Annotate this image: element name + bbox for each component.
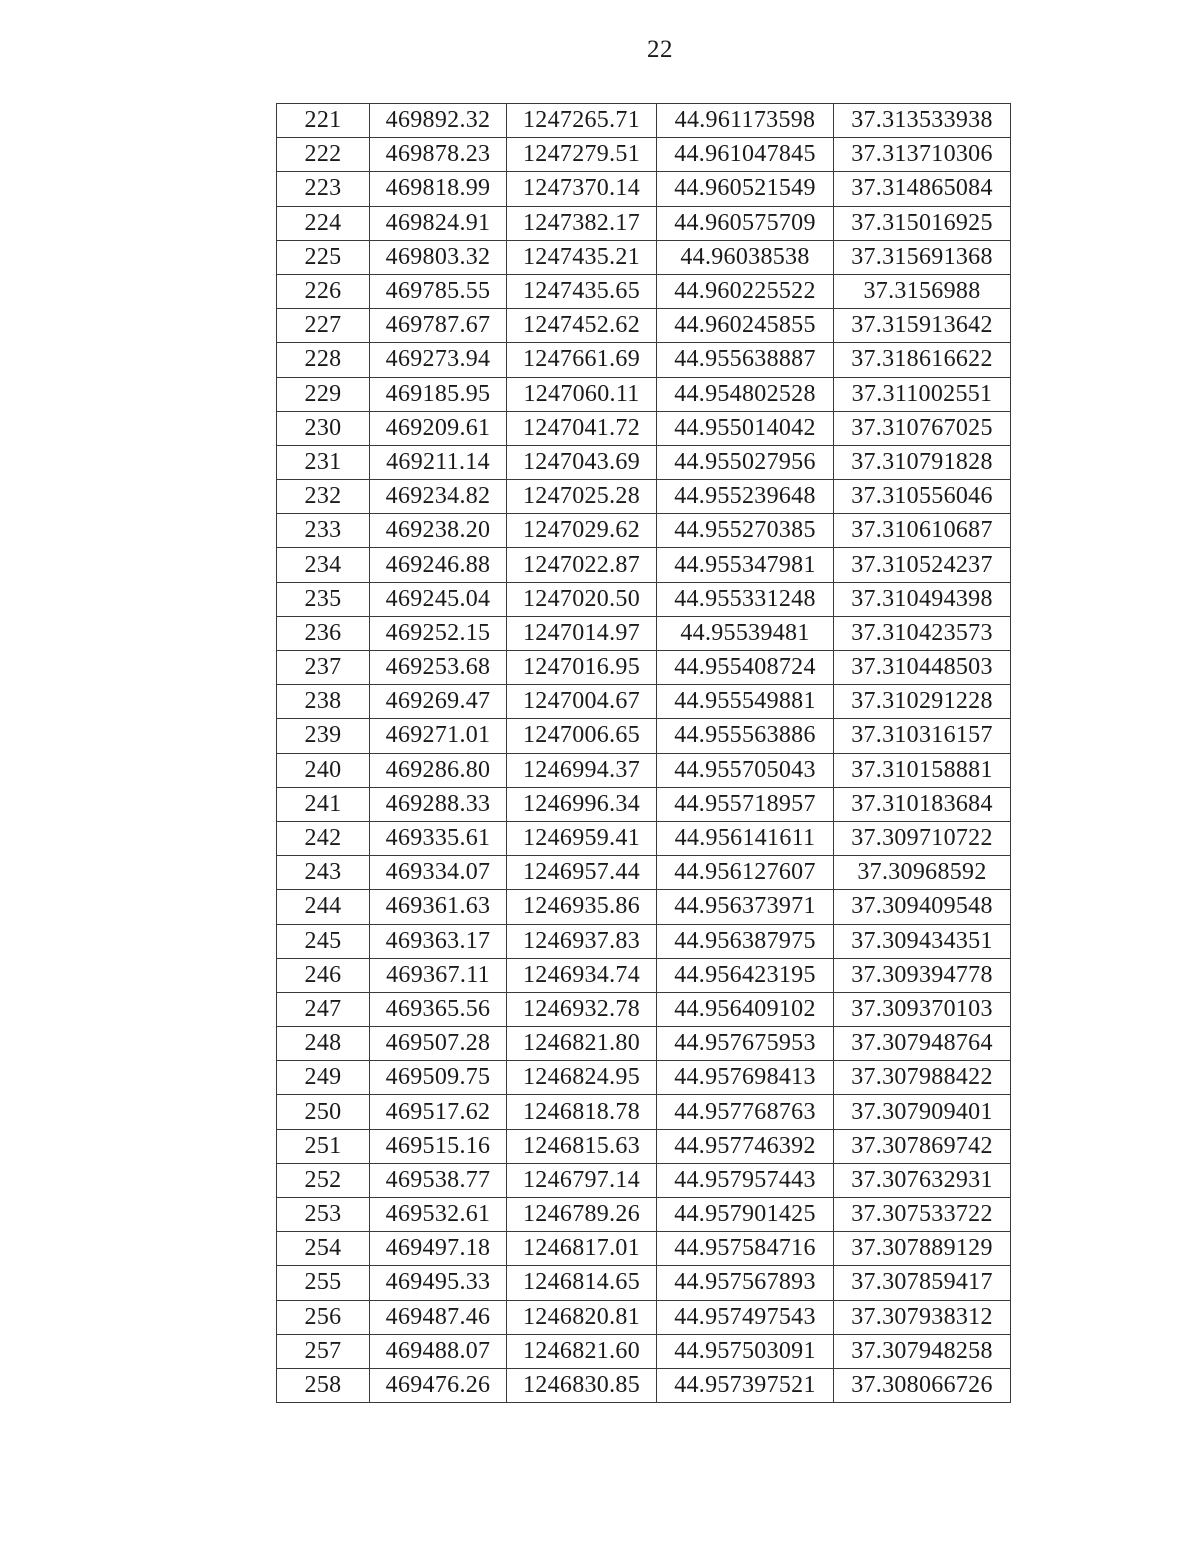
longitude-cell: 37.307859417 [834,1266,1011,1300]
latitude-cell: 44.955014042 [657,411,834,445]
y-coordinate-cell: 1247004.67 [507,685,657,719]
latitude-cell: 44.955239648 [657,480,834,514]
point-number-cell: 246 [277,958,370,992]
latitude-cell: 44.955705043 [657,753,834,787]
point-number-cell: 238 [277,685,370,719]
table-row [277,514,1011,548]
table-row [277,890,1011,924]
y-coordinate-cell: 1247435.65 [507,274,657,308]
point-number-cell: 256 [277,1300,370,1334]
latitude-cell: 44.956373971 [657,890,834,924]
point-number-cell: 225 [277,240,370,274]
y-coordinate-cell: 1246814.65 [507,1266,657,1300]
point-number-cell: 247 [277,992,370,1026]
point-number-cell: 243 [277,856,370,890]
longitude-cell: 37.309370103 [834,992,1011,1026]
x-coordinate-cell: 469488.07 [370,1334,507,1368]
table-row [277,651,1011,685]
y-coordinate-cell: 1246818.78 [507,1095,657,1129]
point-number-cell: 241 [277,787,370,821]
y-coordinate-cell: 1246959.41 [507,821,657,855]
table-row [277,856,1011,890]
point-number-cell: 223 [277,172,370,206]
table-row [277,1198,1011,1232]
table-row [277,787,1011,821]
longitude-cell: 37.308066726 [834,1368,1011,1402]
longitude-cell: 37.307889129 [834,1232,1011,1266]
x-coordinate-cell: 469209.61 [370,411,507,445]
longitude-cell: 37.310183684 [834,787,1011,821]
latitude-cell: 44.956127607 [657,856,834,890]
x-coordinate-cell: 469253.68 [370,651,507,685]
table-row [277,753,1011,787]
latitude-cell: 44.957497543 [657,1300,834,1334]
point-number-cell: 254 [277,1232,370,1266]
x-coordinate-cell: 469787.67 [370,309,507,343]
longitude-cell: 37.310767025 [834,411,1011,445]
point-number-cell: 230 [277,411,370,445]
longitude-cell: 37.307948764 [834,1027,1011,1061]
table-row [277,1095,1011,1129]
longitude-cell: 37.310316157 [834,719,1011,753]
y-coordinate-cell: 1246789.26 [507,1198,657,1232]
y-coordinate-cell: 1246934.74 [507,958,657,992]
y-coordinate-cell: 1247382.17 [507,206,657,240]
point-number-cell: 221 [277,104,370,138]
latitude-cell: 44.957698413 [657,1061,834,1095]
latitude-cell: 44.955331248 [657,582,834,616]
longitude-cell: 37.309434351 [834,924,1011,958]
point-number-cell: 239 [277,719,370,753]
table-row [277,1300,1011,1334]
x-coordinate-cell: 469785.55 [370,274,507,308]
y-coordinate-cell: 1246797.14 [507,1163,657,1197]
x-coordinate-cell: 469367.11 [370,958,507,992]
x-coordinate-cell: 469365.56 [370,992,507,1026]
y-coordinate-cell: 1246994.37 [507,753,657,787]
latitude-cell: 44.960521549 [657,172,834,206]
x-coordinate-cell: 469361.63 [370,890,507,924]
longitude-cell: 37.309409548 [834,890,1011,924]
latitude-cell: 44.957901425 [657,1198,834,1232]
latitude-cell: 44.956409102 [657,992,834,1026]
point-number-cell: 258 [277,1368,370,1402]
latitude-cell: 44.957503091 [657,1334,834,1368]
point-number-cell: 255 [277,1266,370,1300]
latitude-cell: 44.955270385 [657,514,834,548]
x-coordinate-cell: 469252.15 [370,616,507,650]
longitude-cell: 37.307948258 [834,1334,1011,1368]
point-number-cell: 234 [277,548,370,582]
longitude-cell: 37.307869742 [834,1129,1011,1163]
x-coordinate-cell: 469824.91 [370,206,507,240]
table-row [277,172,1011,206]
table-row [277,1368,1011,1402]
table-row [277,480,1011,514]
x-coordinate-cell: 469234.82 [370,480,507,514]
table-row [277,445,1011,479]
y-coordinate-cell: 1246830.85 [507,1368,657,1402]
table-row [277,1027,1011,1061]
latitude-cell: 44.956387975 [657,924,834,958]
longitude-cell: 37.315691368 [834,240,1011,274]
y-coordinate-cell: 1246957.44 [507,856,657,890]
table-row [277,958,1011,992]
y-coordinate-cell: 1247022.87 [507,548,657,582]
latitude-cell: 44.954802528 [657,377,834,411]
latitude-cell: 44.957567893 [657,1266,834,1300]
y-coordinate-cell: 1247661.69 [507,343,657,377]
y-coordinate-cell: 1247060.11 [507,377,657,411]
table-row [277,548,1011,582]
longitude-cell: 37.310448503 [834,651,1011,685]
latitude-cell: 44.956423195 [657,958,834,992]
page-number: 22 [647,36,673,63]
point-number-cell: 236 [277,616,370,650]
latitude-cell: 44.957675953 [657,1027,834,1061]
table-row [277,274,1011,308]
table-row [277,616,1011,650]
x-coordinate-cell: 469245.04 [370,582,507,616]
x-coordinate-cell: 469818.99 [370,172,507,206]
y-coordinate-cell: 1247014.97 [507,616,657,650]
y-coordinate-cell: 1247006.65 [507,719,657,753]
table-row [277,1129,1011,1163]
latitude-cell: 44.961047845 [657,138,834,172]
longitude-cell: 37.309394778 [834,958,1011,992]
point-number-cell: 226 [277,274,370,308]
longitude-cell: 37.314865084 [834,172,1011,206]
point-number-cell: 227 [277,309,370,343]
latitude-cell: 44.955027956 [657,445,834,479]
x-coordinate-cell: 469892.32 [370,104,507,138]
longitude-cell: 37.310556046 [834,480,1011,514]
y-coordinate-cell: 1247265.71 [507,104,657,138]
y-coordinate-cell: 1246820.81 [507,1300,657,1334]
table-row [277,821,1011,855]
x-coordinate-cell: 469335.61 [370,821,507,855]
x-coordinate-cell: 469238.20 [370,514,507,548]
y-coordinate-cell: 1247020.50 [507,582,657,616]
x-coordinate-cell: 469517.62 [370,1095,507,1129]
x-coordinate-cell: 469538.77 [370,1163,507,1197]
table-row [277,138,1011,172]
point-number-cell: 232 [277,480,370,514]
x-coordinate-cell: 469334.07 [370,856,507,890]
point-number-cell: 222 [277,138,370,172]
table-row [277,411,1011,445]
table-row [277,924,1011,958]
latitude-cell: 44.957746392 [657,1129,834,1163]
longitude-cell: 37.315016925 [834,206,1011,240]
table-row [277,1334,1011,1368]
table-row [277,206,1011,240]
y-coordinate-cell: 1247029.62 [507,514,657,548]
point-number-cell: 242 [277,821,370,855]
longitude-cell: 37.310158881 [834,753,1011,787]
y-coordinate-cell: 1246996.34 [507,787,657,821]
y-coordinate-cell: 1247452.62 [507,309,657,343]
table-row [277,104,1011,138]
y-coordinate-cell: 1246821.80 [507,1027,657,1061]
x-coordinate-cell: 469507.28 [370,1027,507,1061]
x-coordinate-cell: 469532.61 [370,1198,507,1232]
point-number-cell: 237 [277,651,370,685]
latitude-cell: 44.95539481 [657,616,834,650]
y-coordinate-cell: 1247370.14 [507,172,657,206]
longitude-cell: 37.310291228 [834,685,1011,719]
latitude-cell: 44.955408724 [657,651,834,685]
longitude-cell: 37.30968592 [834,856,1011,890]
coordinates-table [276,103,1011,1403]
y-coordinate-cell: 1246815.63 [507,1129,657,1163]
point-number-cell: 229 [277,377,370,411]
latitude-cell: 44.955549881 [657,685,834,719]
point-number-cell: 224 [277,206,370,240]
longitude-cell: 37.318616622 [834,343,1011,377]
latitude-cell: 44.960575709 [657,206,834,240]
point-number-cell: 251 [277,1129,370,1163]
point-number-cell: 245 [277,924,370,958]
point-number-cell: 253 [277,1198,370,1232]
longitude-cell: 37.315913642 [834,309,1011,343]
x-coordinate-cell: 469211.14 [370,445,507,479]
longitude-cell: 37.3156988 [834,274,1011,308]
x-coordinate-cell: 469487.46 [370,1300,507,1334]
longitude-cell: 37.310524237 [834,548,1011,582]
y-coordinate-cell: 1247025.28 [507,480,657,514]
longitude-cell: 37.307938312 [834,1300,1011,1334]
coordinates-table-body [277,104,1011,1403]
table-row [277,1061,1011,1095]
y-coordinate-cell: 1247279.51 [507,138,657,172]
table-row [277,992,1011,1026]
longitude-cell: 37.307632931 [834,1163,1011,1197]
y-coordinate-cell: 1246821.60 [507,1334,657,1368]
latitude-cell: 44.955718957 [657,787,834,821]
x-coordinate-cell: 469803.32 [370,240,507,274]
latitude-cell: 44.957957443 [657,1163,834,1197]
latitude-cell: 44.955638887 [657,343,834,377]
latitude-cell: 44.957584716 [657,1232,834,1266]
y-coordinate-cell: 1247043.69 [507,445,657,479]
y-coordinate-cell: 1246824.95 [507,1061,657,1095]
latitude-cell: 44.960225522 [657,274,834,308]
y-coordinate-cell: 1246935.86 [507,890,657,924]
table-row [277,240,1011,274]
table-row [277,582,1011,616]
y-coordinate-cell: 1246937.83 [507,924,657,958]
x-coordinate-cell: 469476.26 [370,1368,507,1402]
longitude-cell: 37.310791828 [834,445,1011,479]
x-coordinate-cell: 469185.95 [370,377,507,411]
longitude-cell: 37.310610687 [834,514,1011,548]
table-row [277,343,1011,377]
x-coordinate-cell: 469363.17 [370,924,507,958]
table-row [277,309,1011,343]
x-coordinate-cell: 469288.33 [370,787,507,821]
y-coordinate-cell: 1247435.21 [507,240,657,274]
point-number-cell: 248 [277,1027,370,1061]
table-row [277,1163,1011,1197]
x-coordinate-cell: 469497.18 [370,1232,507,1266]
x-coordinate-cell: 469286.80 [370,753,507,787]
point-number-cell: 252 [277,1163,370,1197]
longitude-cell: 37.313533938 [834,104,1011,138]
point-number-cell: 240 [277,753,370,787]
y-coordinate-cell: 1247041.72 [507,411,657,445]
y-coordinate-cell: 1247016.95 [507,651,657,685]
point-number-cell: 233 [277,514,370,548]
latitude-cell: 44.955347981 [657,548,834,582]
y-coordinate-cell: 1246817.01 [507,1232,657,1266]
longitude-cell: 37.307533722 [834,1198,1011,1232]
longitude-cell: 37.313710306 [834,138,1011,172]
point-number-cell: 249 [277,1061,370,1095]
longitude-cell: 37.310494398 [834,582,1011,616]
longitude-cell: 37.307909401 [834,1095,1011,1129]
table-row [277,719,1011,753]
point-number-cell: 228 [277,343,370,377]
latitude-cell: 44.96038538 [657,240,834,274]
x-coordinate-cell: 469269.47 [370,685,507,719]
longitude-cell: 37.311002551 [834,377,1011,411]
table-row [277,1232,1011,1266]
x-coordinate-cell: 469515.16 [370,1129,507,1163]
x-coordinate-cell: 469273.94 [370,343,507,377]
latitude-cell: 44.957397521 [657,1368,834,1402]
table-row [277,1266,1011,1300]
x-coordinate-cell: 469271.01 [370,719,507,753]
x-coordinate-cell: 469878.23 [370,138,507,172]
latitude-cell: 44.960245855 [657,309,834,343]
point-number-cell: 235 [277,582,370,616]
point-number-cell: 250 [277,1095,370,1129]
y-coordinate-cell: 1246932.78 [507,992,657,1026]
point-number-cell: 257 [277,1334,370,1368]
x-coordinate-cell: 469509.75 [370,1061,507,1095]
table-row [277,685,1011,719]
longitude-cell: 37.310423573 [834,616,1011,650]
table-row [277,377,1011,411]
x-coordinate-cell: 469495.33 [370,1266,507,1300]
latitude-cell: 44.957768763 [657,1095,834,1129]
x-coordinate-cell: 469246.88 [370,548,507,582]
longitude-cell: 37.307988422 [834,1061,1011,1095]
latitude-cell: 44.955563886 [657,719,834,753]
latitude-cell: 44.956141611 [657,821,834,855]
point-number-cell: 244 [277,890,370,924]
point-number-cell: 231 [277,445,370,479]
longitude-cell: 37.309710722 [834,821,1011,855]
latitude-cell: 44.961173598 [657,104,834,138]
